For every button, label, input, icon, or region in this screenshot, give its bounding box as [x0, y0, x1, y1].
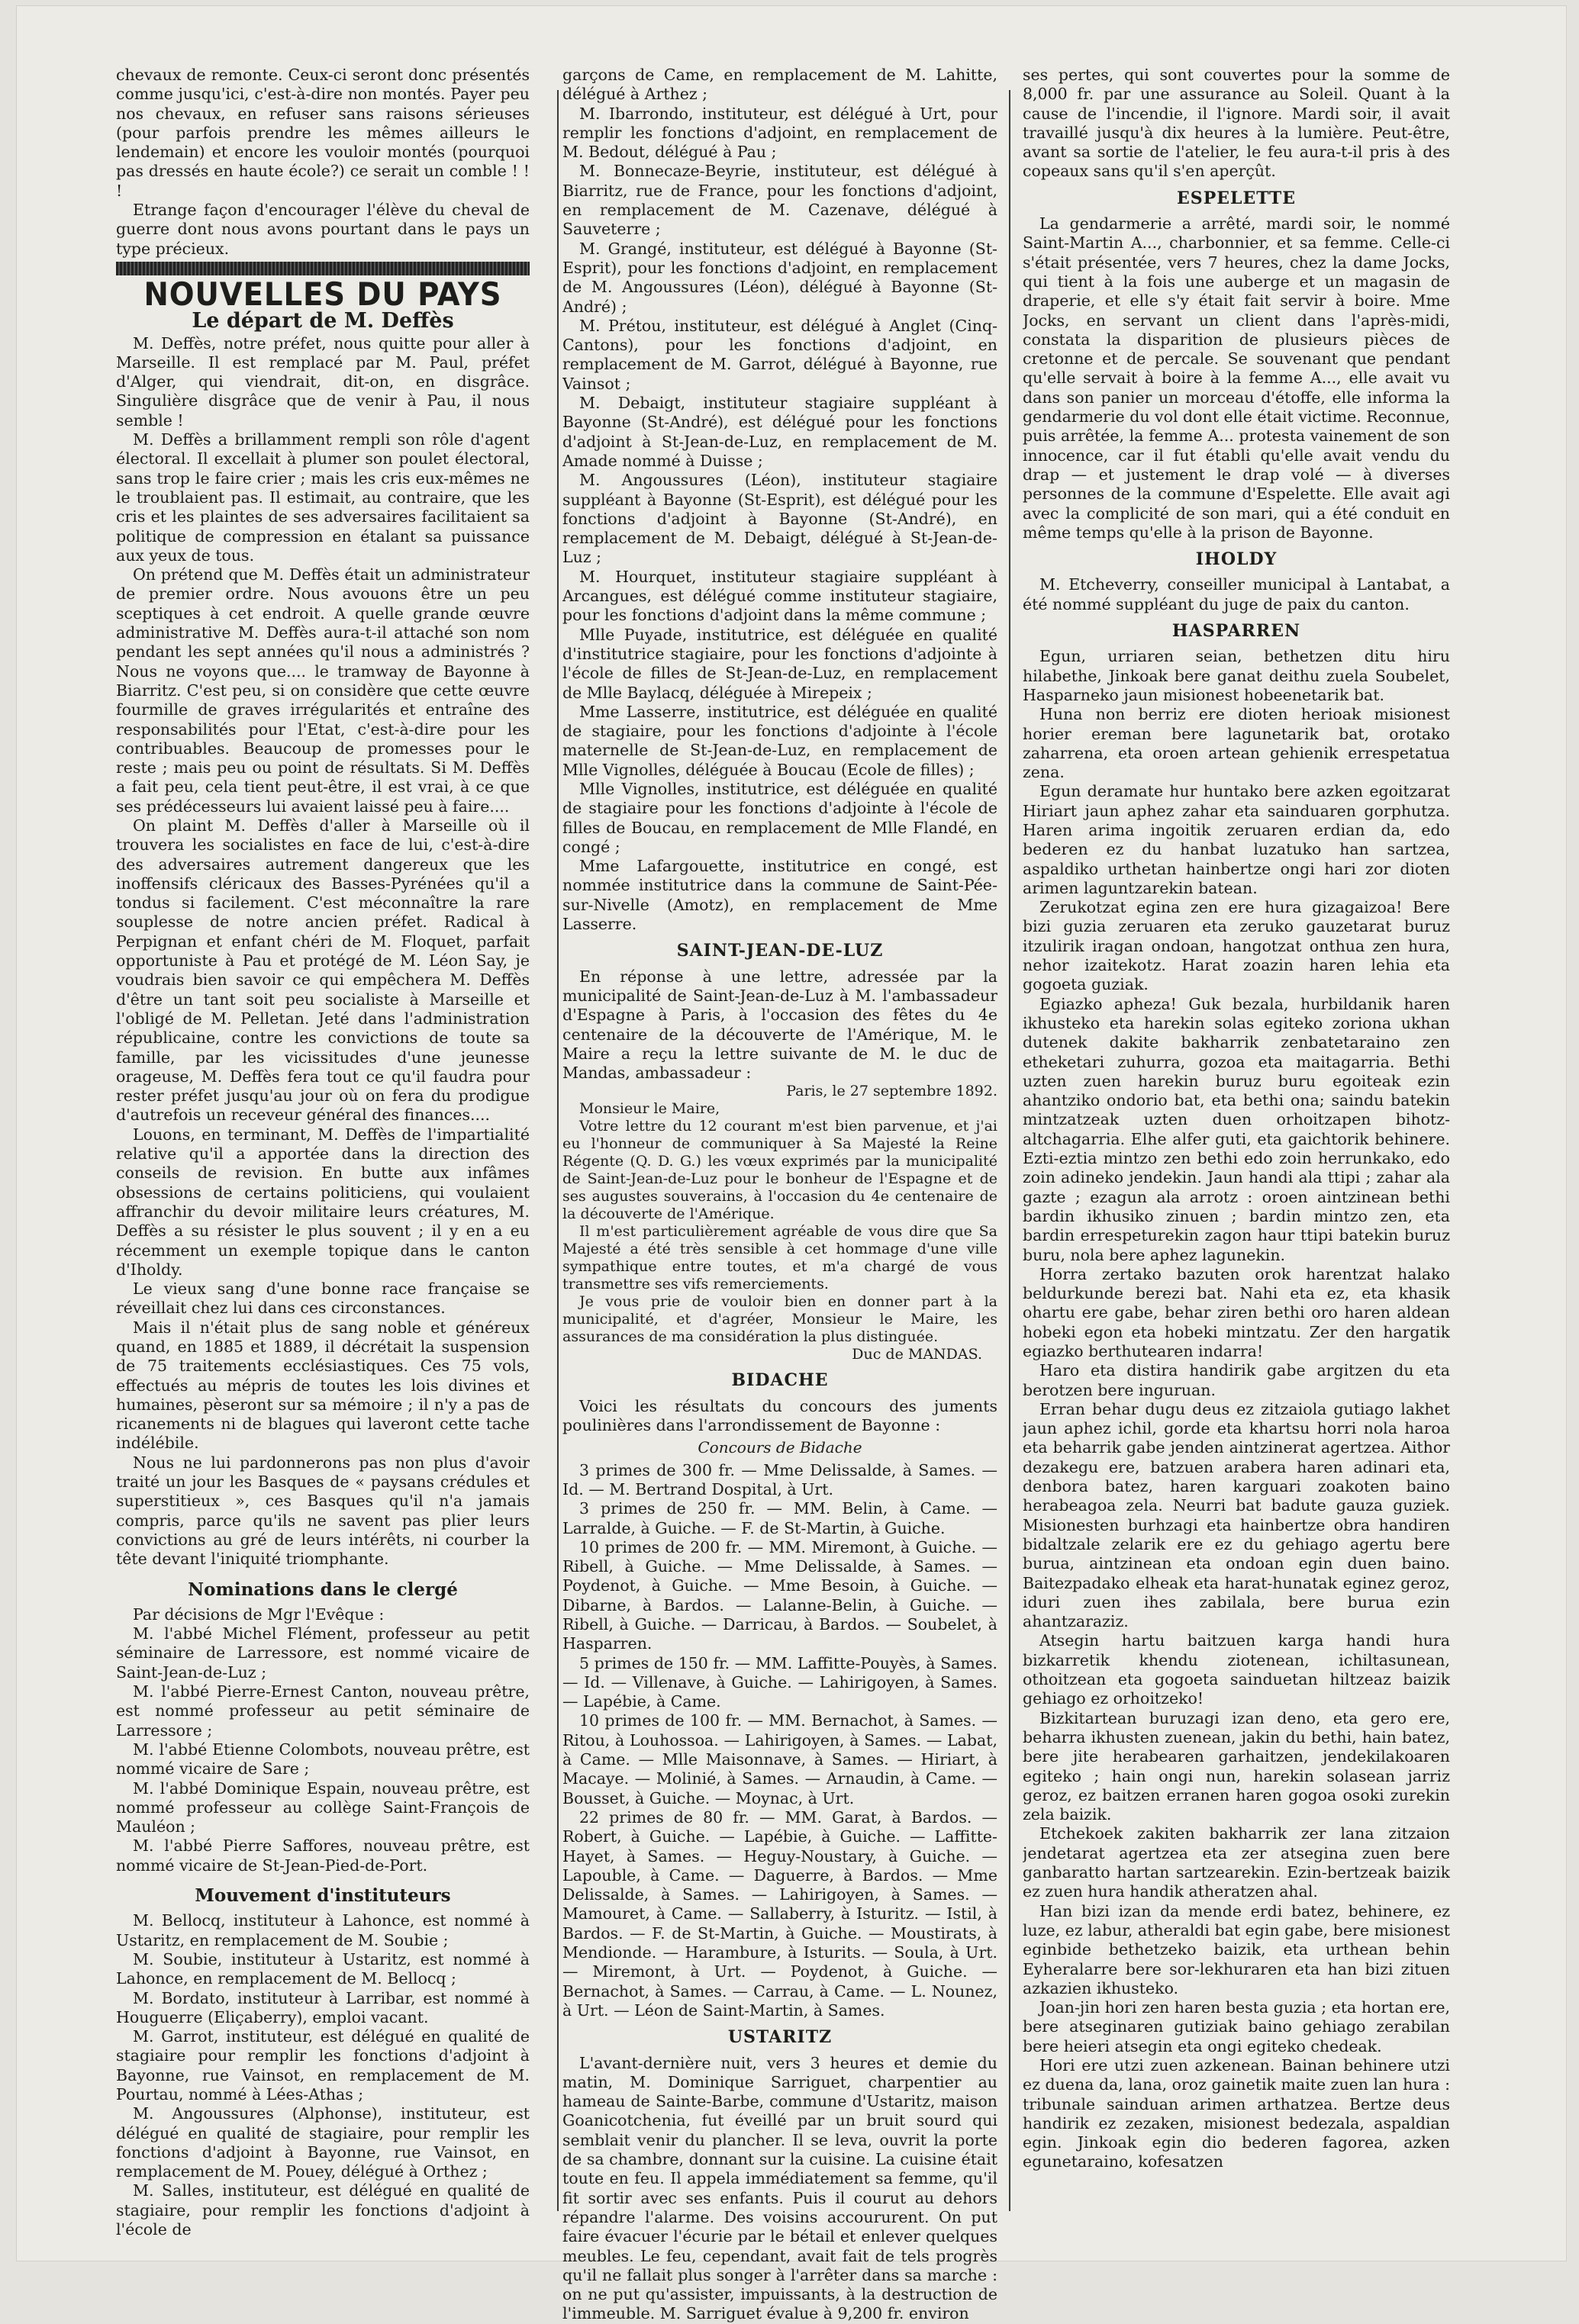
quoted-letter — [562, 1083, 997, 1363]
article-paragraph: Mme Lasserre, institutrice, est déléguée en qualité de stagiaire, pour les fonctions d'adjointe à l'école maternelle de St-Jean-de-Luz, en remplacement de Mlle Vignolles, déléguée à Boucau (Ecole de filles) ; — [562, 702, 997, 779]
column-rule-1 — [557, 90, 559, 2211]
column-3 — [1023, 66, 1450, 2172]
article-paragraph: Mais il n'était plus de sang noble et généreux quand, en 1885 et 1889, il décrétait la suspension de 75 traitements ecclésiastiques. Ces 75 vols, effectués au mépris de toutes les lois divines et humaines, pèseront sur sa mémoire ; il n'y a pas de ricanements ni de blagues qui laveront cette tache indélébile. — [116, 1318, 530, 1453]
article-paragraph: M. Bonnecaze-Beyrie, instituteur, est délégué à Biarritz, rue de France, pour les fonctions d'adjoint, en remplacement de M. Cazenave, délégué à Sauveterre ; — [562, 162, 997, 239]
article-paragraph: M. Bellocq, instituteur à Lahonce, est nommé à Ustaritz, en remplacement de M. Soubie ; — [116, 1911, 530, 1949]
column-rule-2 — [1009, 90, 1010, 2211]
article-paragraph: M. Deffès a brillamment rempli son rôle d'agent électoral. Il excellait à plumer son poulet électoral, sans trop le faire crier ; mais les cris eux-mêmes ne le troublaient pas. Il estimait, au contraire, que les cris et les plaintes de ses adversaires facilitaient sa politique de compression en étalant sa puissance aux yeux de tous. — [116, 430, 530, 565]
article-paragraph: M. l'abbé Pierre Saffores, nouveau prêtre, est nommé vicaire de St-Jean-Pied-de-Port. — [116, 1836, 530, 1875]
article-paragraph: Par décisions de Mgr l'Evêque : — [133, 1605, 385, 1624]
article-title: HASPARREN — [1171, 621, 1301, 642]
article-paragraph: Egiazko apheza! Guk bezala, hurbildanik haren ikhusteko eta harekin solas egiteko zoriona ukhan dutenek dakite bakharrik zenbatetaraino zen etheketari zuhurra, gozoa eta maitagarria. Bethi uzten zuen harekin buruz buru egoiteak ezin ahantziko ondorio bat, eta bethi ona; saindu batekin mintzatzeak uzten duen orhoitzapen bihotz-altchagarria. Elhe alfer guti, eta gaichtorik behinere. Ezti-eztia mintzo zen bethi edo zoin herrunkako, edo zoin adineko jendekin. Jaun handi ala ttipi ; zahar ala gazte ; ezagun ala arrotz : oroen aintzinean bethi bardin ikhusiko zinuen ; bardin mintzo zen, eta bardin errespeturekin zagon haur ttipi batekin buruz buru, nola bere aphez lagunekin. — [1023, 994, 1450, 1264]
article-paragraph: Le vieux sang d'une bonne race française se réveillait chez lui dans ces circonstances. — [116, 1279, 530, 1318]
section-title: NOUVELLES DU PAYS — [143, 275, 502, 313]
article-paragraph: Louons, en terminant, M. Deffès de l'impartialité relative qu'il a apportée dans la direction des conseils de revision. En butte aux infâmes obsessions de certains politiciens, qui voulaient affranchir du devoir militaire leurs créatures, M. Deffès a su résister le plus souvent ; il y en a eu récemment un exemple topique dans le canton d'Iholdy. — [116, 1125, 530, 1279]
article-paragraph: 5 primes de 150 fr. — MM. Laffitte-Pouyès, à Sames. — Id. — Villenave, à Guiche. — Lahirigoyen, à Sames. — Lapébie, à Came. — [562, 1653, 997, 1711]
article-paragraph: Egun, urriaren seian, bethetzen ditu hiru hilabethe, Jinkoak bere ganat deithu zuela Soubelet, Hasparneko jaun misionest hobeenetarik bat. — [1023, 647, 1450, 704]
article-paragraph: La gendarmerie a arrêté, mardi soir, le nommé Saint-Martin A..., charbonnier, et sa femme. Celle-ci s'était présentée, vers 7 heures, chez la dame Jocks, qui tient à la fois une auberge et un magasin de draperie, et elle s'y était fait servir à boire. Mme Jocks, en servant un client dans l'après-midi, constata la disparition de plusieurs pièces de cretonne et de percale. Se souvenant que pendant qu'elle servait à boire à la femme A..., elle avait vu dans son panier un morceau d'étoffe, elle informa la gendarmerie du vol dont elle était victime. Reconnue, puis arrêtée, la femme A... protesta vainement de son innocence, car il fut établi qu'elle avait vendu du drap — et justement le drap volé — à diverses personnes de la commune d'Espelette. Elle avait agi avec la complicité de son mari, qui a été conduit en même temps qu'elle à la prison de Bayonne. — [1023, 214, 1450, 542]
article-paragraph: Voici les résultats du concours des juments poulinières dans l'arrondissement de Bayonne : — [562, 1396, 997, 1435]
article-paragraph: M. Salles, instituteur, est délégué en qualité de stagiaire, pour remplir les fonctions d'adjoint à l'école de — [116, 2181, 530, 2239]
article-paragraph: Egun deramate hur huntako bere azken egoitzarat Hiriart jaun aphez zahar eta sainduaren gorphutza. Haren arima ingoitik zeruaren erdian da, edo bederen ez du hanbat luzatuko han sartzea, aspaldiko urthetan hainbertze ongi hari zor dioten arimen laguntzarekin batean. — [1023, 782, 1450, 897]
article-paragraph: Bizkitartean buruzagi izan deno, eta gero ere, beharra ikhusten zuenean, jakin du bethi, hain batez, bere jite herabearen garhaitzen, jendekilakoaren egiteko ; hain ongi nun, harekin solasean jarriz geroz, ez baitzen erranen haren gogoa osoki zurekin zela baizik. — [1023, 1708, 1450, 1824]
article-paragraph: M. Prétou, instituteur, est délégué à Anglet (Cinq-Cantons), pour les fonctions d'adjoint, en remplacement de M. Garrot, délégué à Bayonne, rue Vainsot ; — [562, 316, 997, 393]
article-paragraph: M. Ibarrondo, instituteur, est délégué à Urt, pour remplir les fonctions d'adjoint, en remplacement de M. Bedout, délégué à Pau ; — [562, 104, 997, 162]
article-title: Mouvement d'instituteurs — [195, 1885, 451, 1907]
column-2 — [562, 66, 997, 2324]
letter-salutation: Monsieur le Maire, — [579, 1100, 720, 1118]
article-title: IHOLDY — [1195, 549, 1278, 570]
article-paragraph: L'avant-dernière nuit, vers 3 heures et demie du matin, M. Dominique Sarriguet, charpentier au hameau de Sainte-Barbe, commune d'Ustaritz, maison Goanicotchenia, fut éveillé par un bruit sourd qui semblait venir du plancher. Il se leva, ouvrit la porte de sa chambre, donnant sur la cuisine. La cuisine était toute en feu. Il appela immédiatement sa femme, qu'il fit sortir avec ses enfants. Puis il courut au dehors répandre l'alarme. Des voisins accoururent. On put faire évacuer l'écurie par le bétail et enlever quelques meubles. Le feu, cependant, avait fait de tels progrès qu'il ne fallait plus songer à l'arrêter dans sa marche : on ne put qu'assister, impuissants, à la destruction de l'immeuble. M. Sarriguet évalue à 9,200 fr. environ — [562, 2053, 997, 2323]
article-paragraph: M. l'abbé Pierre-Ernest Canton, nouveau prêtre, est nommé professeur au petit séminaire de Larressore ; — [116, 1682, 530, 1740]
intro-paragraph: chevaux de remonte. Ceux-ci seront donc présentés comme jusqu'ici, c'est-à-dire non montés. Payer peu nos chevaux, en refuser sans raisons sérieuses (pour parfois prendre les mêmes ailleurs le lendemain) et encore les vouloir montés (pourquoi pas dressés en haute école?) ce serait un comble ! ! ! — [116, 66, 530, 200]
article-paragraph: Han bizi izan da mende erdi batez, behinere, ez luze, ez labur, atheraldi bat egin gabe, bere misionest eginbide bethetzeko baizik, eta urthean behin Eyheralarre bere sor-lekhuraren eta han bizi zituen azkazien ikhusteko. — [1023, 1901, 1450, 1997]
article-paragraph: M. l'abbé Dominique Espain, nouveau prêtre, est nommé professeur au collège Saint-François de Mauléon ; — [116, 1778, 530, 1836]
article-paragraph: ses pertes, qui sont couvertes pour la somme de 8,000 fr. par une assurance au Soleil. Quant à la cause de l'incendie, il l'ignore. Mardi soir, il avait travaillé jusqu'à dix heures à la lumière. Peut-être, avant sa sortie de l'atelier, le feu aura-t-il pris à des copeaux sans qu'il s'en aperçût. — [1023, 66, 1450, 181]
article-paragraph: garçons de Came, en remplacement de M. Lahitte, délégué à Arthez ; — [562, 66, 997, 104]
letter-paragraph: Il m'est particulièrement agréable de vous dire que Sa Majesté a été très sensible à cet hommage d'une ville sympathique entre toutes, et m'a chargé de vous transmettre ses vifs remerciements. — [562, 1223, 997, 1293]
article-paragraph: Atsegin hartu baitzuen karga handi hura bizkarretik khendu ziotenean, ichiltasunean, othoitzean eta gogoeta sainduetan hiltzeaz baizik gehiago ez orhoitzeko! — [1023, 1631, 1450, 1708]
article-paragraph: M. l'abbé Etienne Colombots, nouveau prêtre, est nommé vicaire de Sare ; — [116, 1740, 530, 1778]
letter-paragraph: Je vous prie de vouloir bien en donner part à la municipalité, et d'agréer, Monsieur le Maire, les assurances de ma considération la plus distinguée. — [562, 1293, 997, 1346]
article-paragraph: On plaint M. Deffès d'aller à Marseille où il trouvera les socialistes en face de lui, c'est-à-dire des adversaires autrement dangereux que les inoffensifs cléricaux des Basses-Pyrénées qu'il a tondus si facilement. C'est méconnaître la rare souplesse de notre ancien préfet. Radical à Perpignan et enfant chéri de M. Floquet, parfait opportuniste à Pau et protégé de M. Léon Say, je voudrais bien savoir ce qui empêchera M. Deffès d'être un tant soit peu socialiste à Marseille et l'obligé de M. Pelletan. Jeté dans l'administration républicaine, contre les convictions de toute sa famille, par les vicissitudes d'une jeunesse orageuse, M. Deffès fera tout ce qu'il faudra pour rester préfet jusqu'au jour où on fera du prodigue d'autrefois un receveur général des finances.... — [116, 816, 530, 1125]
article-paragraph: M. Grangé, instituteur, est délégué à Bayonne (St-Esprit), pour les fonctions d'adjoint, en remplacement de M. Angoussures (Léon), délégué à Bayonne (St-André) ; — [562, 239, 997, 316]
letter-paragraph: Votre lettre du 12 courant m'est bien parvenue, et j'ai eu l'honneur de communiquer à Sa Majesté la Reine Régente (Q. D. G.) les vœux exprimés par la municipalité de Saint-Jean-de-Luz pour le bonheur de l'Espagne et de ses augustes souverains, à l'occasion du 4e centenaire de la découverte de l'Amérique. — [562, 1118, 997, 1223]
article-title: SAINT-JEAN-DE-LUZ — [676, 941, 884, 961]
letter-signature: Duc de MANDAS. — [852, 1346, 982, 1363]
article-paragraph: Horra zertako bazuten orok harentzat halako beldurkunde berezi bat. Nahi eta ez, eta khasik ohartu ere gabe, behar ziren bethi oro haren aldean hobeki egon eta hobeki mintzatu. Zer den hargatik egiazko berthutearen indarra! — [1023, 1264, 1450, 1360]
article-paragraph: 3 primes de 250 fr. — MM. Belin, à Came. — Larralde, à Guiche. — F. de St-Martin, à Guiche. — [562, 1499, 997, 1537]
article-paragraph: M. l'abbé Michel Flément, professeur au petit séminaire de Larressore, est nommé vicaire de Saint-Jean-de-Luz ; — [116, 1624, 530, 1682]
article-paragraph: Erran behar dugu deus ez zitzaiola gutiago lakhet jaun aphez ichil, gorde eta khartsu horri nola haroa eta beharrik gabe jenden aintzinerat agertzea. Aithor dezakegu ere, batzuen arabera haren adinari eta, denbora batez, haren karguari zoakoten baino herabeagoa zela. Neurri bat badute gauza guziek. Misionesten burhzagi eta hainbertze obra handiren bidaltzale zelarik ere ez du gehiago agertu bere burua, aintzinean eta ondoan egin duen baino. Baitezpadako elheak eta harat-hunatak eginez geroz, iduri zuen ihes zabilala, bere burua ezin ahantzaraziz. — [1023, 1399, 1450, 1631]
article-paragraph: M. Angoussures (Léon), instituteur stagiaire suppléant à Bayonne (St-Esprit), est délégué pour les fonctions d'adjoint à Bayonne (St-André), en remplacement de M. Debaigt, délégué à St-Jean-de-Luz ; — [562, 471, 997, 567]
article-paragraph: 10 primes de 100 fr. — MM. Bernachot, à Sames. — Ritou, à Louhossoa. — Lahirigoyen, à Sames. — Labat, à Came. — Mlle Maisonnave, à Sames. — Hiriart, à Macaye. — Molinié, à Sames. — Arnaudin, à Came. — Bousset, à Guiche. — Moynac, à Urt. — [562, 1711, 997, 1807]
article-paragraph: En réponse à une lettre, adressée par la municipalité de Saint-Jean-de-Luz à M. l'ambassadeur d'Espagne à Paris, à l'occasion des fêtes du 4e centenaire de la découverte de l'Amérique, M. le Maire a reçu la lettre suivante de M. le duc de Mandas, ambassadeur : — [562, 967, 997, 1083]
article-paragraph: Zerukotzat egina zen ere hura gizagaizoa! Bere bizi guzia zeruaren eta zeruko gauzetarat buruz itzulirik iragan ondoan, hangotzat onthua zen hura, nehor izaitekotz. Harat zoazin haren lehia eta gogoeta guziak. — [1023, 898, 1450, 994]
article-paragraph: 22 primes de 80 fr. — MM. Garat, à Bardos. — Robert, à Guiche. — Lapébie, à Guiche. — Laffitte-Hayet, à Sames. — Heguy-Noustary, à Guiche. — Lapouble, à Came. — Daguerre, à Bardos. — Mme Delissalde, à Sames. — Lahirigoyen, à Sames. — Mamouret, à Came. — Sallaberry, à Isturitz. — Istil, à Bardos. — F. de St-Martin, à Guiche. — Moustirats, à Mendionde. — Harambure, à Isturits. — Soula, à Urt. — Miremont, à Urt. — Poydenot, à Guiche. — Bernachot, à Sames. — Carrau, à Came. — L. Nounez, à Urt. — Léon de Saint-Martin, à Sames. — [562, 1807, 997, 2020]
article-paragraph: M. Bordato, instituteur à Larribar, est nommé à Houguerre (Eliçaberry), emploi vacant. — [116, 1988, 530, 2026]
article-paragraph: Mme Lafargouette, institutrice en congé, est nommée institutrice dans la commune de Saint-Pée-sur-Nivelle (Amotz), en remplacement de Mme Lasserre. — [562, 857, 997, 934]
article-paragraph: Etchekoek zakiten bakharrik zer lana zitzaion jendetarat agertzea eta zer atsegina zuen bere ganbaratto hartan sartzearekin. Ezin-bertzeak baizik ez zuen hura handik atheratzen ahal. — [1023, 1824, 1450, 1901]
column-1 — [116, 66, 530, 2239]
article-title: USTARITZ — [727, 2027, 833, 2048]
article-title: Nominations dans le clergé — [188, 1579, 458, 1600]
article-title: ESPELETTE — [1177, 188, 1296, 208]
article-paragraph: M. Soubie, instituteur à Ustaritz, est nommé à Lahonce, en remplacement de M. Bellocq ; — [116, 1949, 530, 1988]
article-paragraph: M. Angoussures (Alphonse), instituteur, est délégué en qualité de stagiaire, pour remplir les fonctions d'adjoint à Bayonne, rue Vainsot, en remplacement de M. Pouey, délégué à Orthez ; — [116, 2104, 530, 2181]
article-paragraph: M. Deffès, notre préfet, nous quitte pour aller à Marseille. Il est remplacé par M. Paul, préfet d'Alger, qui viendrait, dit-on, en disgrâce. Singulière disgrâce que de venir à Pau, il nous semble ! — [116, 333, 530, 430]
article-paragraph: On prétend que M. Deffès était un administrateur de premier ordre. Nous avouons être un peu sceptiques à cet endroit. A quelle grande œuvre administrative M. Deffès aura-t-il attaché son nom pendant les sept années qu'il nous a administrés ? Nous ne voyons que.... le tramway de Bayonne à Biarritz. C'est peu, si on considère que cette œuvre fourmille de graves irrégularités et entraîne des responsabilités pour l'Etat, c'est-à-dire pour les contribuables. Beaucoup de promesses pour le reste ; mais peu ou point de résultats. Si M. Deffès a fait peu, cela tient peut-être, il est vrai, à ce que ses prédécesseurs lui avaient laissé peu à faire.... — [116, 565, 530, 816]
newspaper-page — [17, 6, 1566, 2323]
letter-dateline: Paris, le 27 septembre 1892. — [786, 1083, 997, 1100]
article-paragraph: 3 primes de 300 fr. — Mme Delissalde, à Sames. — Id. — M. Bertrand Dospital, à Urt. — [562, 1460, 997, 1498]
article-paragraph: Hori ere utzi zuen azkenean. Bainan behinere utzi ez duena da, lana, oroz gainetik maite zuen lan hura : tribunale sainduan arimen arthatzea. Bertze deus handirik ez zezaken, misionest bedezala, aspaldian egin. Jinkoak egin dio bederen fagorea, azken egunetaraino, kofesatzen — [1023, 2055, 1450, 2171]
article-title: BIDACHE — [731, 1370, 829, 1391]
article-paragraph: Joan-jin hori zen haren besta guzia ; eta hortan ere, bere atseginaren gutiziak baino gehiago zerabilan bere heieri atsegin eta ongi egiteko chedeak. — [1023, 1998, 1450, 2055]
section-divider — [116, 262, 530, 275]
article-paragraph: M. Debaigt, instituteur stagiaire suppléant à Bayonne (St-André), est délégué pour les fonctions d'adjoint à St-Jean-de-Luz, en remplacement de M. Amade nommé à Duisse ; — [562, 394, 997, 470]
article-title: Le départ de M. Deffès — [192, 309, 454, 333]
article-paragraph: Mlle Vignolles, institutrice, est déléguée en qualité de stagiaire pour les fonctions d'adjointe à l'école de filles de Boucau, en remplacement de Mlle Flandé, en congé ; — [562, 779, 997, 856]
article-paragraph: Mlle Puyade, institutrice, est déléguée en qualité d'institutrice stagiaire, pour les fonctions d'adjointe à l'école de filles de St-Jean-de-Luz, en remplacement de Mlle Baylacq, déléguée à Mirepeix ; — [562, 625, 997, 702]
article-paragraph: Nous ne lui pardonnerons pas non plus d'avoir traité un jour les Basques de « paysans crédules et superstitieux », ces Basques qu'il n'a jamais compris, parce qu'ils ne savent pas plier leurs convictions au gré de leurs intérêts, ni courber la tête devant l'iniquité triomphante. — [116, 1453, 530, 1569]
article-subtitle: Concours de Bidache — [698, 1438, 862, 1457]
article-paragraph: M. Garrot, instituteur, est délégué en qualité de stagiaire pour remplir les fonctions d'adjoint à Bayonne, rue Vainsot, en remplacement de M. Pourtau, nommé à Lées-Athas ; — [116, 2027, 530, 2104]
article-paragraph: M. Hourquet, instituteur stagiaire suppléant à Arcangues, est délégué comme instituteur stagiaire, pour les fonctions d'adjoint dans la même commune ; — [562, 567, 997, 625]
intro-paragraph: Etrange façon d'encourager l'élève du cheval de guerre dont nous avons pourtant dans le pays un type précieux. — [116, 201, 530, 258]
article-paragraph: Haro eta distira handirik gabe argitzen du eta berotzen bere inguruan. — [1023, 1361, 1450, 1399]
article-paragraph: 10 primes de 200 fr. — MM. Miremont, à Guiche. — Ribell, à Guiche. — Mme Delissalde, à Sames. — Poydenot, à Guiche. — Mme Besoin, à Guiche. — Dibarne, à Bardos. — Lalanne-Belin, à Guiche. — Ribell, à Guiche. — Darricau, à Bardos. — Soubelet, à Hasparren. — [562, 1537, 997, 1653]
article-paragraph: M. Etcheverry, conseiller municipal à Lantabat, a été nommé suppléant du juge de paix du canton. — [1023, 575, 1450, 613]
article-paragraph: Huna non berriz ere dioten herioak misionest horier ereman bere lagunetarik bat, orotako zaharrena, eta oroen artean gehienik errespetatua zena. — [1023, 705, 1450, 782]
